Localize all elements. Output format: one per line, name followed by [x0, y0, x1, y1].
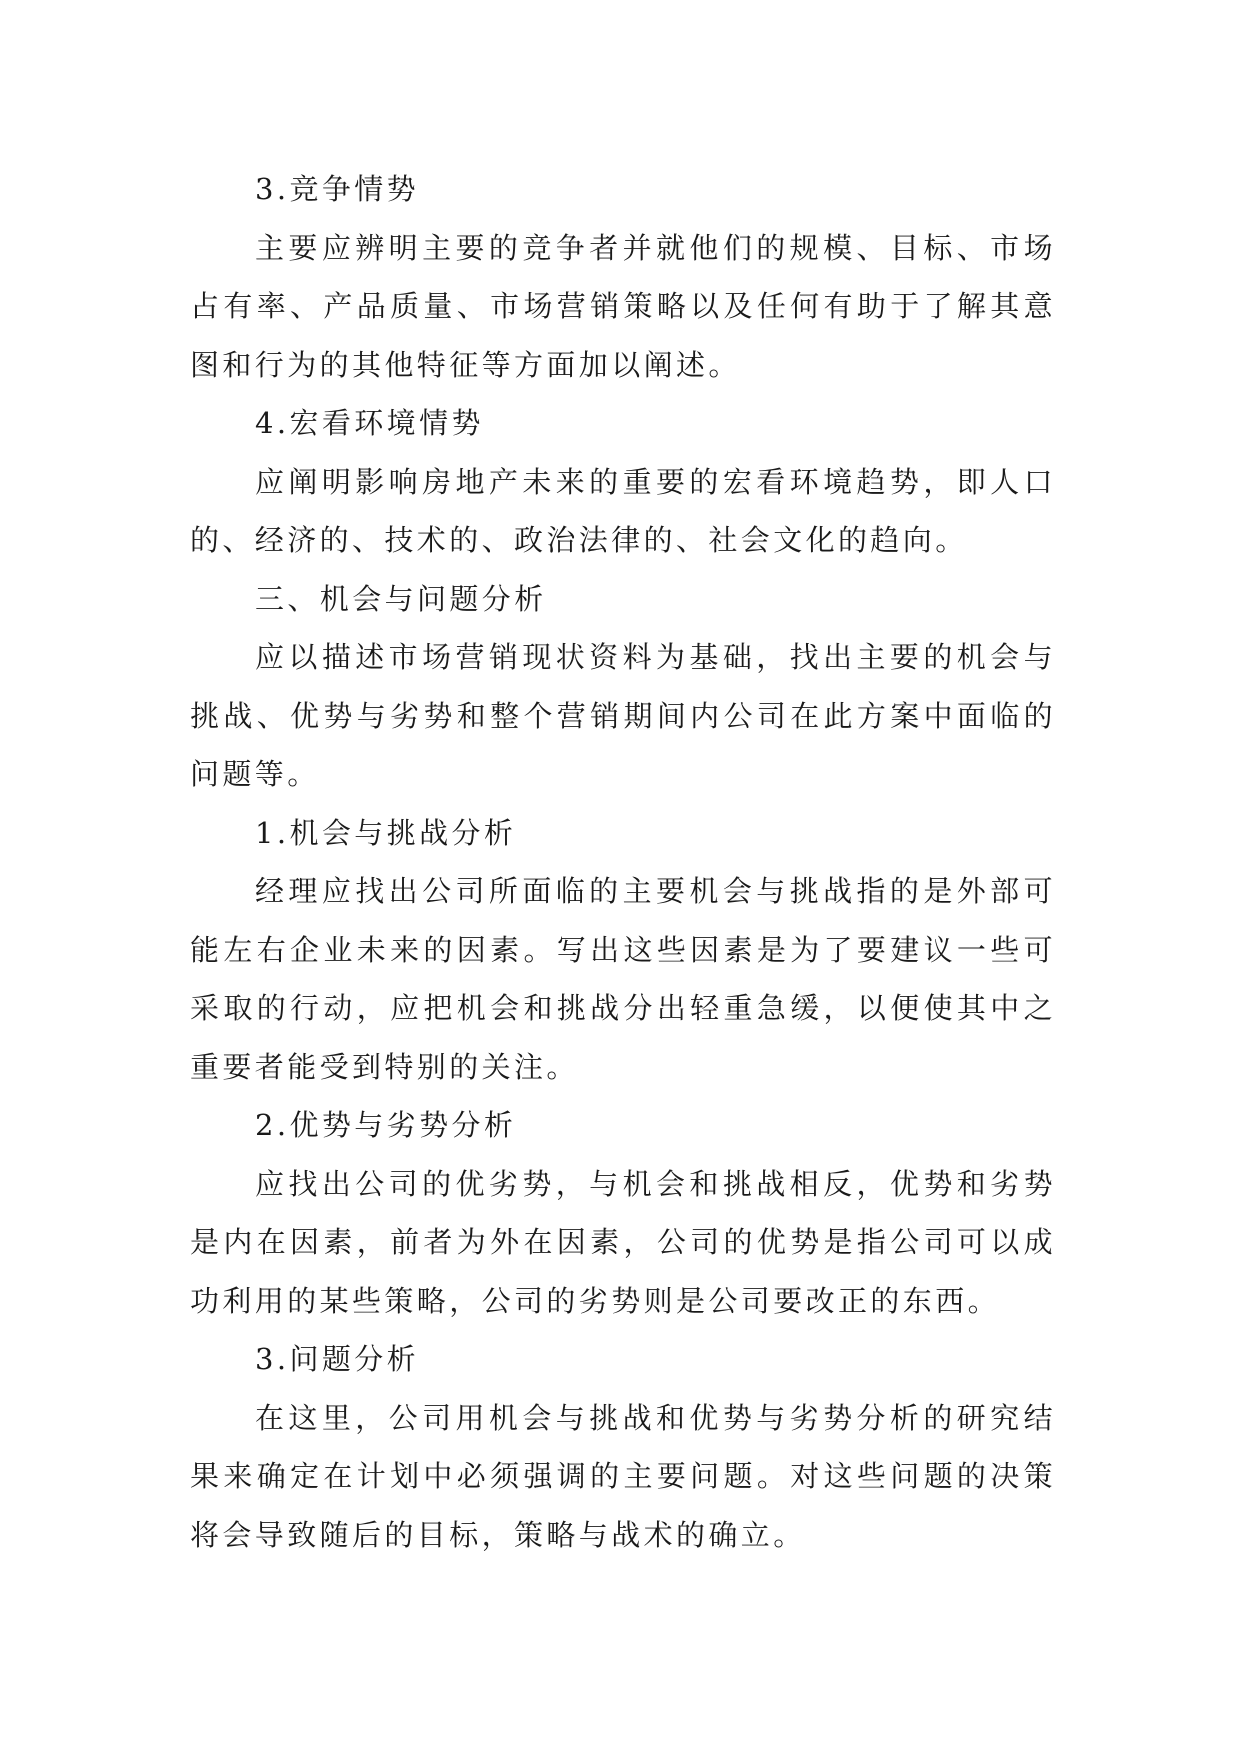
heading-opportunity-challenge: 1.机会与挑战分析 [255, 815, 517, 850]
heading-problem-analysis: 3.问题分析 [255, 1342, 420, 1376]
paragraph-strength-weakness: 应找出公司的优劣势，与机会和挑战相反，优势和劣势是内在因素，前者为外在因素，公司的优势是指公司可以成功利用的某些策略，公司的劣势则是公司要改正的东西。 [190, 1166, 1056, 1318]
paragraph-competition: 主要应辨明主要的竞争者并就他们的规模、目标、市场占有率、产品质量、市场营销策略以及任何有助于了解其意图和行为的其他特征等方面加以阐述。 [190, 230, 1056, 382]
heading-macro-environment: 4.宏看环境情势 [255, 406, 484, 440]
heading-competition: 3.竞争情势 [255, 172, 420, 206]
paragraph-problem-analysis: 在这里，公司用机会与挑战和优势与劣势分析的研究结果来确定在计划中必须强调的主要问题。对这些问题的决策将会导致随后的目标，策略与战术的确立。 [190, 1400, 1056, 1552]
section-heading-opportunity-problem: 三、机会与问题分析 [255, 581, 547, 616]
heading-strength-weakness: 2.优势与劣势分析 [255, 1108, 517, 1142]
paragraph-opportunity-challenge: 经理应找出公司所面临的主要机会与挑战指的是外部可能左右企业未来的因素。写出这些因素是为了要建议一些可采取的行动，应把机会和挑战分出轻重急缓，以便使其中之重要者能受到特别的关注。 [190, 874, 1056, 1084]
paragraph-macro-environment: 应阐明影响房地产未来的重要的宏看环境趋势，即人口的、经济的、技术的、政治法律的、社会文化的趋向。 [190, 464, 1056, 557]
paragraph-opportunity-problem: 应以描述市场营销现状资料为基础，找出主要的机会与挑战、优势与劣势和整个营销期间内公司在此方案中面临的问题等。 [190, 640, 1056, 791]
